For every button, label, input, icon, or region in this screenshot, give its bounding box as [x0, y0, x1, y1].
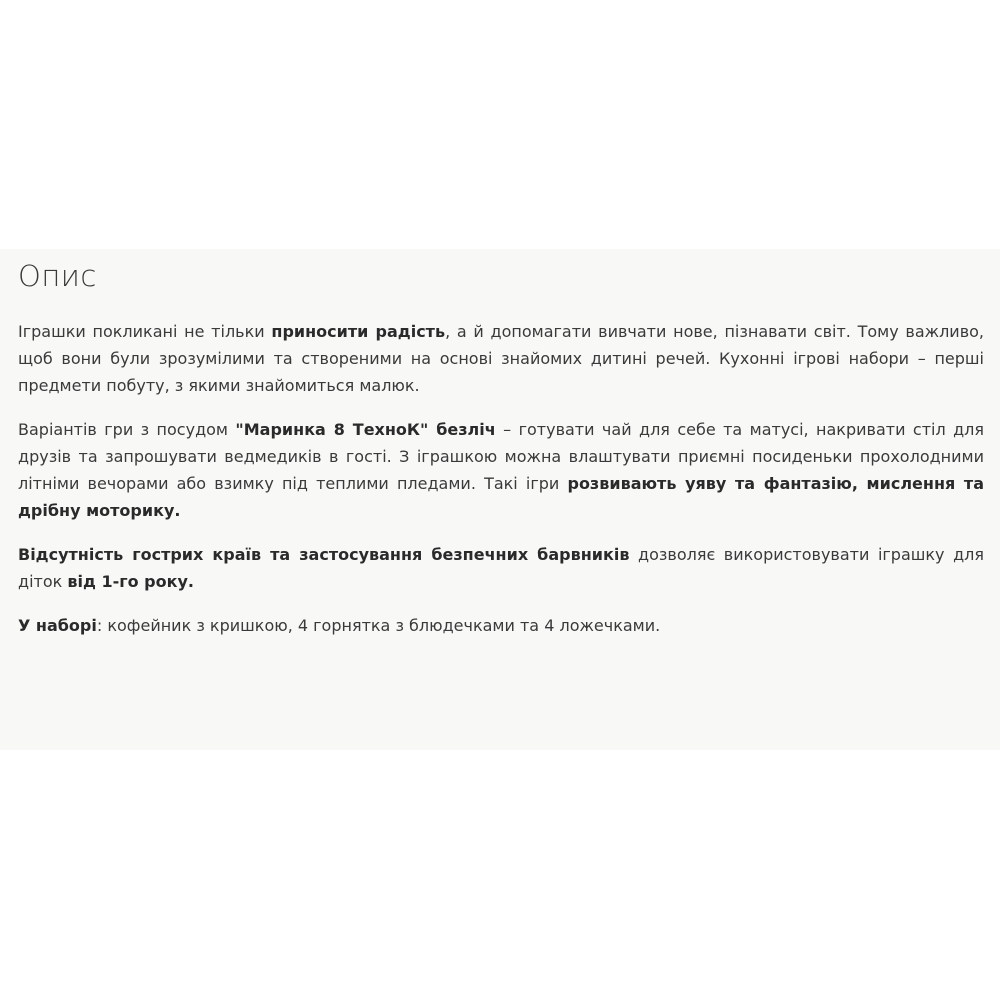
p1-text-a: Іграшки покликані не тільки: [18, 322, 272, 341]
description-panel: [0, 249, 1000, 750]
p3-bold-c: від 1-го року.: [67, 572, 194, 591]
p2-text-c: – готувати чай для себе та матусі, накривати стіл для друзів та запрошувати ведмедиків в гості. З іграшкою можна влаштувати приємні посиденьки прохолодними літніми вечорами або взимку під теплими пледами. Такі ігри: [18, 420, 985, 493]
paragraph-1: [18, 318, 984, 399]
p4-bold-a: У наборі: [18, 616, 97, 635]
paragraph-4: [18, 612, 984, 639]
section-title: Опис: [18, 259, 97, 293]
paragraph-2: [18, 416, 984, 524]
p2-bold-b: "Маринка 8 ТехноК" безліч: [235, 420, 496, 439]
description-body: [18, 318, 984, 656]
p2-text-a: Варіантів гри з посудом: [18, 420, 236, 439]
p2-bold-d: розвивають уяву та фантазію, мислення та дрібну моторику.: [18, 474, 984, 520]
paragraph-3: [18, 541, 984, 595]
p3-text-b: дозволяє використовувати іграшку для діток: [18, 545, 984, 591]
p4-text-b: : кофейник з кришкою, 4 горнятка з блюдечками та 4 ложечками.: [96, 616, 661, 635]
p1-text-c: , а й допомагати вивчати нове, пізнавати світ. Тому важливо, щоб вони були зрозумілими та створеними на основі знайомих дитині речей. Кухонні ігрові набори – перші предмети побуту, з якими знайомиться малюк.: [18, 322, 985, 395]
p1-bold-b: приносити радість: [271, 322, 446, 341]
p3-bold-a: Відсутність гострих країв та застосування безпечних барвників: [18, 545, 630, 564]
